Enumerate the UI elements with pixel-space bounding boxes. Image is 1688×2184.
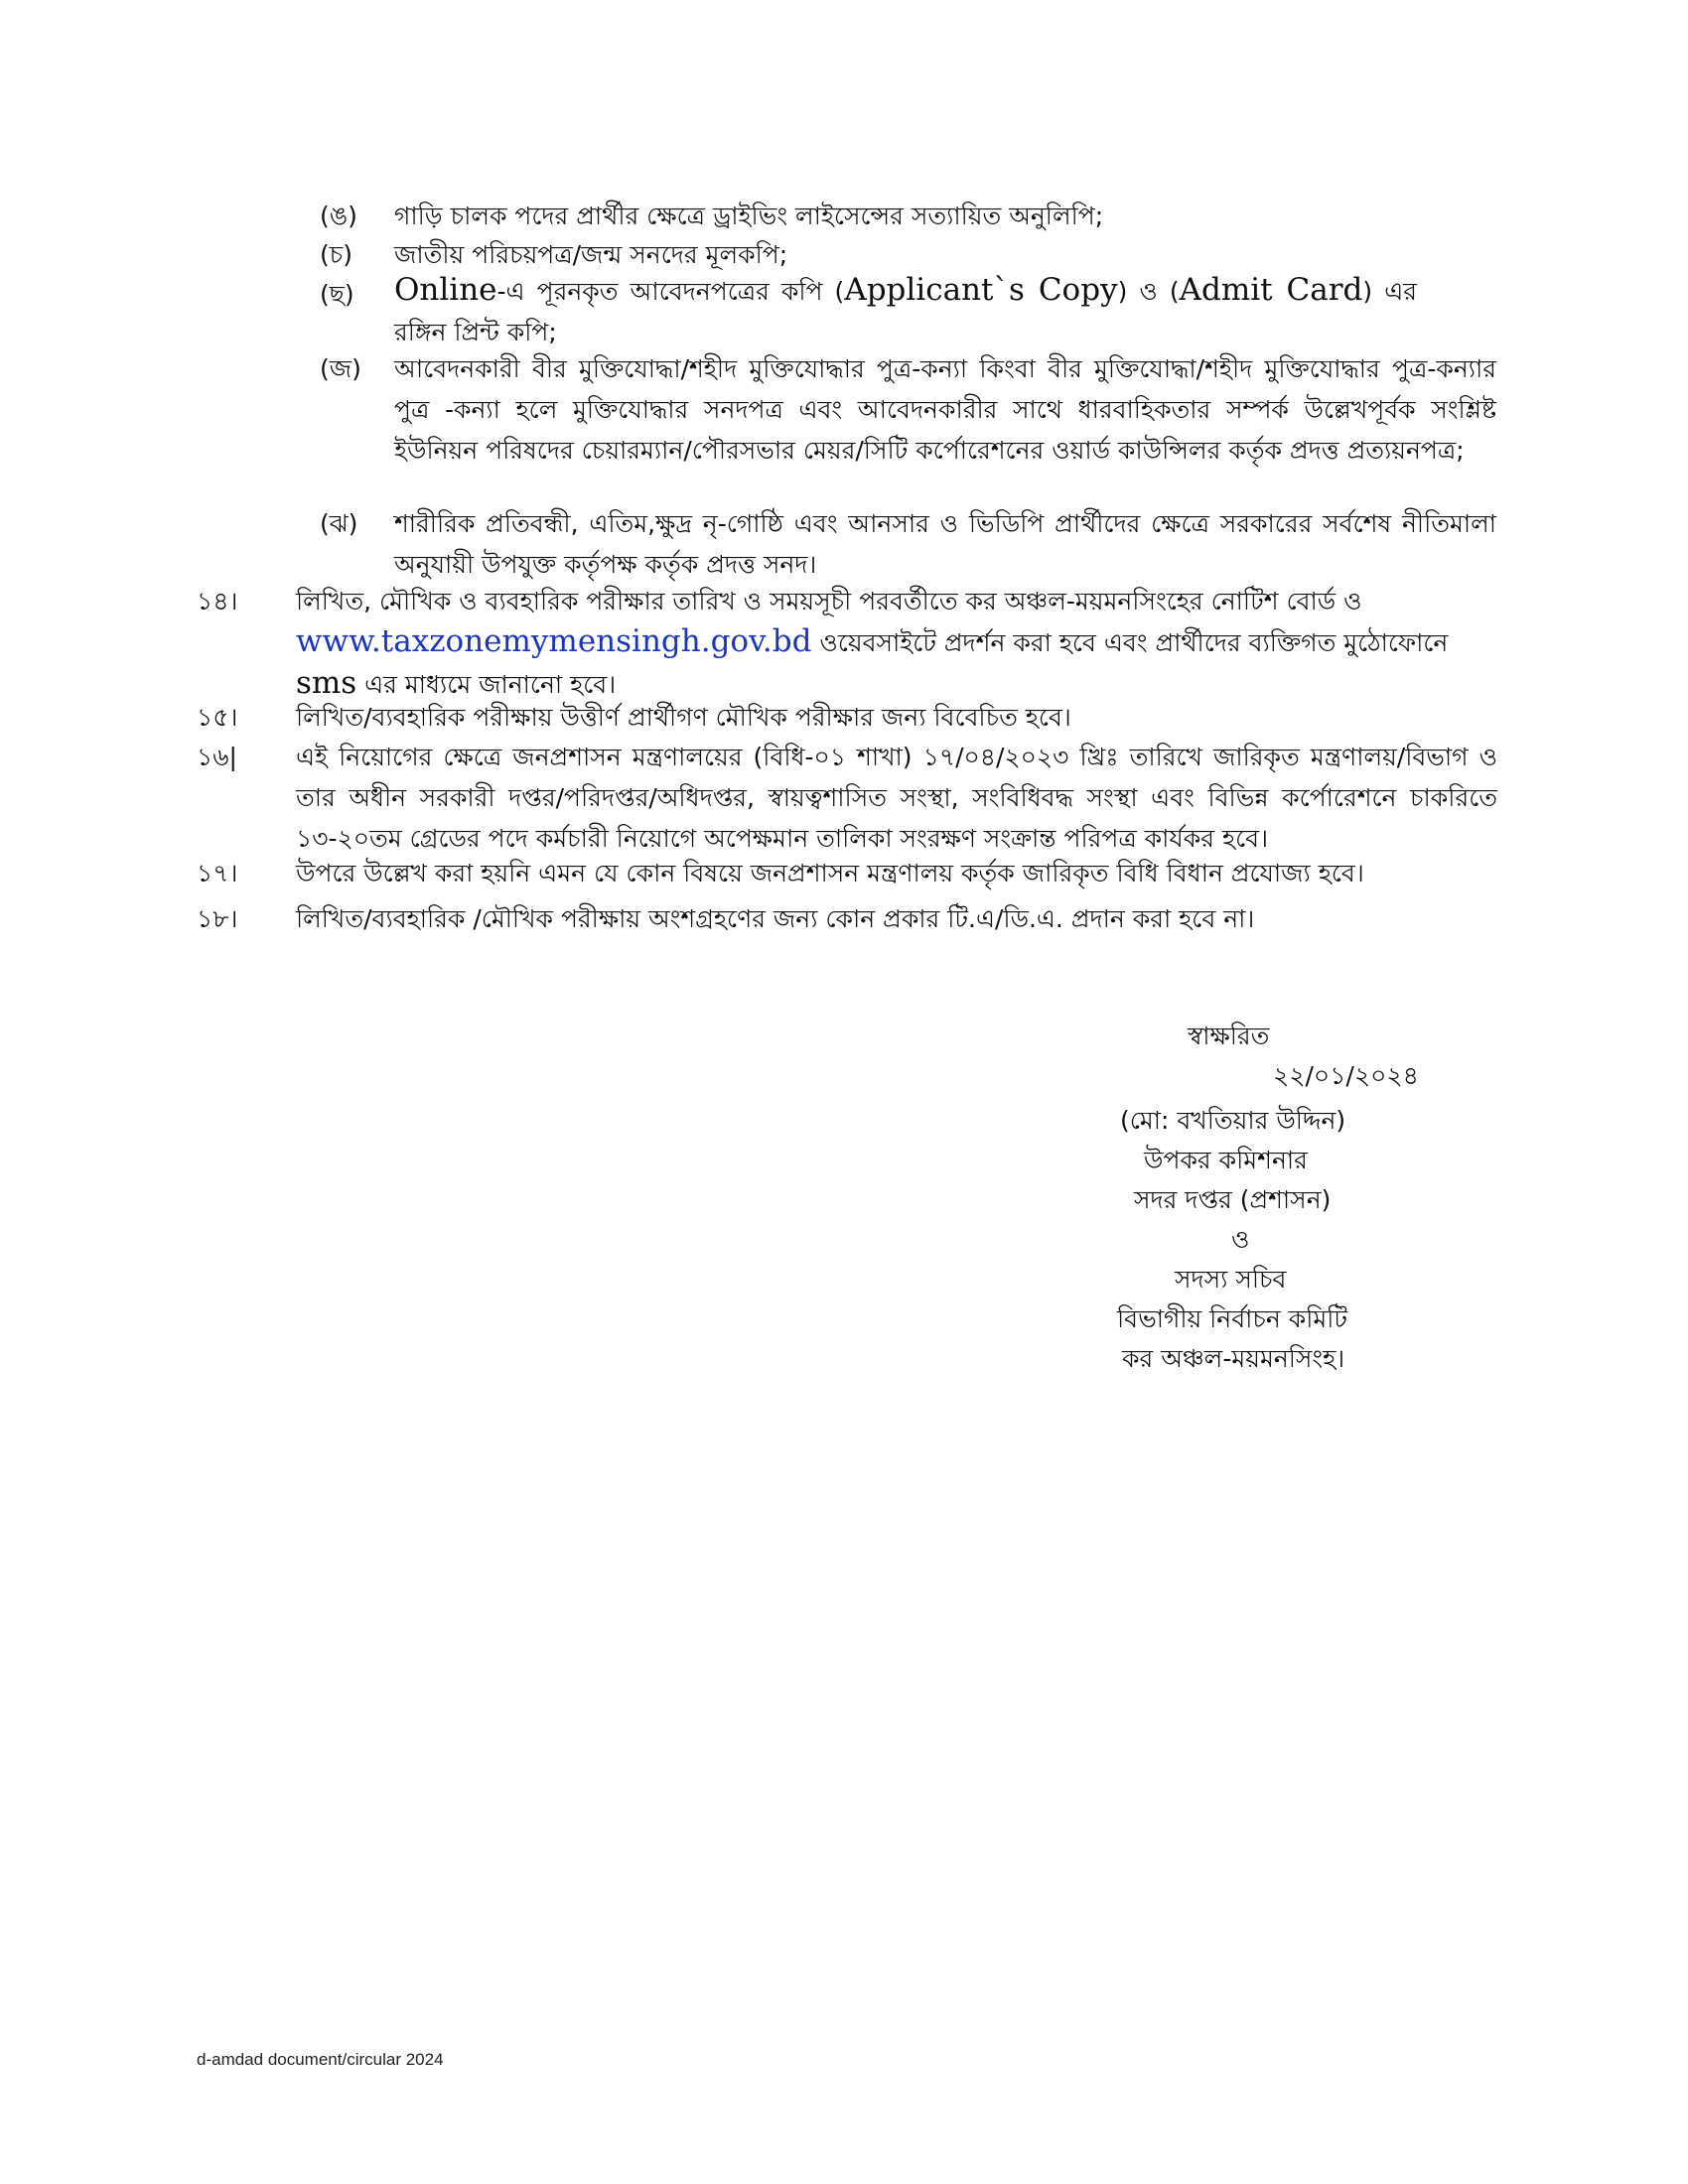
sub-item-marker: (ঝ)	[320, 509, 358, 538]
sub-item-text-part: -এ পূরনকৃত আবেদনপত্রের কপি (	[496, 277, 845, 306]
sub-item-nga	[320, 196, 1496, 236]
item-text-part: লিখিত, মৌখিক ও ব্যবহারিক পরীক্ষার তারিখ ও সময়সূচী পরবর্তীতে কর অঞ্চল-ময়মনসিংহের নোটিশ বোর্ড ও	[296, 587, 1362, 615]
sub-item-text-part: ) ও (	[1117, 277, 1180, 306]
sub-item-text: শারীরিক প্রতিবন্ধী, এতিম,ক্ষুদ্র নৃ-গোষ্ঠি এবং আনসার ও ভিডিপি প্রার্থীদের ক্ষেত্রে সরকারের সর্বশেষ নীতিমালা অনুযায়ী উপযুক্ত কর্তৃপক্ষ কর্তৃক প্রদত্ত সনদ।	[394, 509, 1496, 579]
website-link[interactable]: www.taxzonemymensingh.gov.bd	[296, 623, 812, 659]
sub-item-jha	[320, 503, 1496, 585]
sub-item-text: গাড়ি চালক পদের প্রার্থীর ক্ষেত্রে ড্রাইভিং লাইসেন্সের সত্যায়িত অনুলিপি;	[394, 202, 1104, 230]
item-18	[197, 898, 1497, 939]
item-text-part: এর মাধ্যমে জানানো হবে।	[356, 670, 617, 699]
sub-item-cha	[320, 234, 1496, 275]
item-marker: ১৮।	[197, 904, 238, 933]
signatory-designation: উপকর কমিশনার	[1144, 1146, 1308, 1174]
admit-card-text: Admit Card	[1179, 272, 1363, 308]
item-text-part: ওয়েবসাইটে প্রদর্শন করা হবে এবং প্রার্থীদের ব্যক্তিগত মুঠোফোনে	[811, 628, 1449, 657]
item-17	[197, 853, 1497, 893]
item-15	[197, 697, 1497, 738]
sub-item-text-part: ) এর রঙ্গিন প্রিন্ট কপি;	[394, 277, 1417, 346]
sub-item-chha	[320, 270, 1496, 352]
sub-item-ja	[320, 348, 1496, 471]
item-text: এই নিয়োগের ক্ষেত্রে জনপ্রশাসন মন্ত্রণালয়ের (বিধি-০১ শাখা) ১৭/০৪/২০২৩ খ্রিঃ তারিখে জারিকৃত মন্ত্রণালয়/বিভাগ ও তার অধীন সরকারী দপ্তর/পরিদপ্তর/অধিদপ্তর, স্বায়ত্বশাসিত সংস্থা, সংবিধিবদ্ধ সংস্থা এবং বিভিন্ন কর্পোরেশনে চাকরিতে ১৩-২০তম গ্রেডের পদে কর্মচারী নিয়োগে অপেক্ষমান তালিকা সংরক্ষণ সংক্রান্ত পরিপত্র কার্যকর হবে।	[296, 743, 1497, 853]
signatory-committee: বিভাগীয় নির্বাচন কমিটি	[1117, 1304, 1348, 1333]
sub-item-text: আবেদনকারী বীর মুক্তিযোদ্ধা/শহীদ মুক্তিযোদ্ধার পুত্র-কন্যা কিংবা বীর মুক্তিযোদ্ধা/শহীদ মুক্তিযোদ্ধার পুত্র-কন্যার পুত্র -কন্যা হলে মুক্তিযোদ্ধার সনদপত্র এবং আবেদনকারীর সাথে ধারবাহিকতার সম্পর্ক উল্লেখপূর্বক সংশ্লিষ্ট ইউনিয়ন পরিষদের চেয়ারম্যান/পৌরসভার মেয়র/সিটি কর্পোরেশনের ওয়ার্ড কাউন্সিলর কর্তৃক প্রদত্ত প্রত্যয়নপত্র;	[394, 354, 1496, 465]
item-14	[197, 581, 1497, 705]
signed-label: স্বাক্ষরিত	[1188, 1022, 1270, 1050]
sub-item-marker: (জ)	[320, 354, 361, 383]
item-text: লিখিত/ব্যবহারিক পরীক্ষায় উত্তীর্ণ প্রার্থীগণ মৌখিক পরীক্ষার জন্য বিবেচিত হবে।	[296, 703, 1071, 732]
signatory-zone: কর অঞ্চল-ময়মনসিংহ।	[1122, 1344, 1345, 1373]
signatory-office: সদর দপ্তর (প্রশাসন)	[1134, 1185, 1332, 1214]
signatory-name: (মো: বখতিয়ার উদ্দিন)	[1120, 1106, 1346, 1135]
sub-item-marker: (চ)	[320, 240, 352, 269]
sub-item-text: জাতীয় পরিচয়পত্র/জন্ম সনদের মূলকপি;	[394, 240, 788, 269]
signatory-role: সদস্য সচিব	[1175, 1265, 1287, 1294]
signature-date: ২২/০১/২০২৪	[1273, 1061, 1419, 1090]
online-text: Online	[394, 272, 497, 308]
sub-item-marker: (ঙ)	[320, 202, 357, 230]
item-text: উপরে উল্লেখ করা হয়নি এমন যে কোন বিষয়ে জনপ্রশাসন মন্ত্রণালয় কর্তৃক জারিকৃত বিধি বিধান প্রযোজ্য হবে।	[296, 859, 1364, 887]
item-text	[296, 581, 1497, 705]
sub-item-marker: (ছ)	[320, 280, 354, 309]
signatory-conjunction: ও	[1231, 1225, 1250, 1254]
sms-text: sms	[296, 665, 357, 701]
item-marker: ১৫।	[197, 703, 238, 732]
item-marker: ১৬|	[197, 743, 237, 771]
item-marker: ১৪।	[197, 587, 238, 615]
footer-note: d-amdad document/circular 2024	[197, 2050, 444, 2069]
item-marker: ১৭।	[197, 859, 238, 887]
item-text: লিখিত/ব্যবহারিক /মৌখিক পরীক্ষায় অংশগ্রহণের জন্য কোন প্রকার টি.এ/ডি.এ. প্রদান করা হবে না।	[296, 904, 1255, 933]
item-16	[197, 737, 1497, 859]
applicant-copy-text: Applicant`s Copy	[844, 272, 1118, 308]
sub-item-text	[394, 270, 1417, 352]
